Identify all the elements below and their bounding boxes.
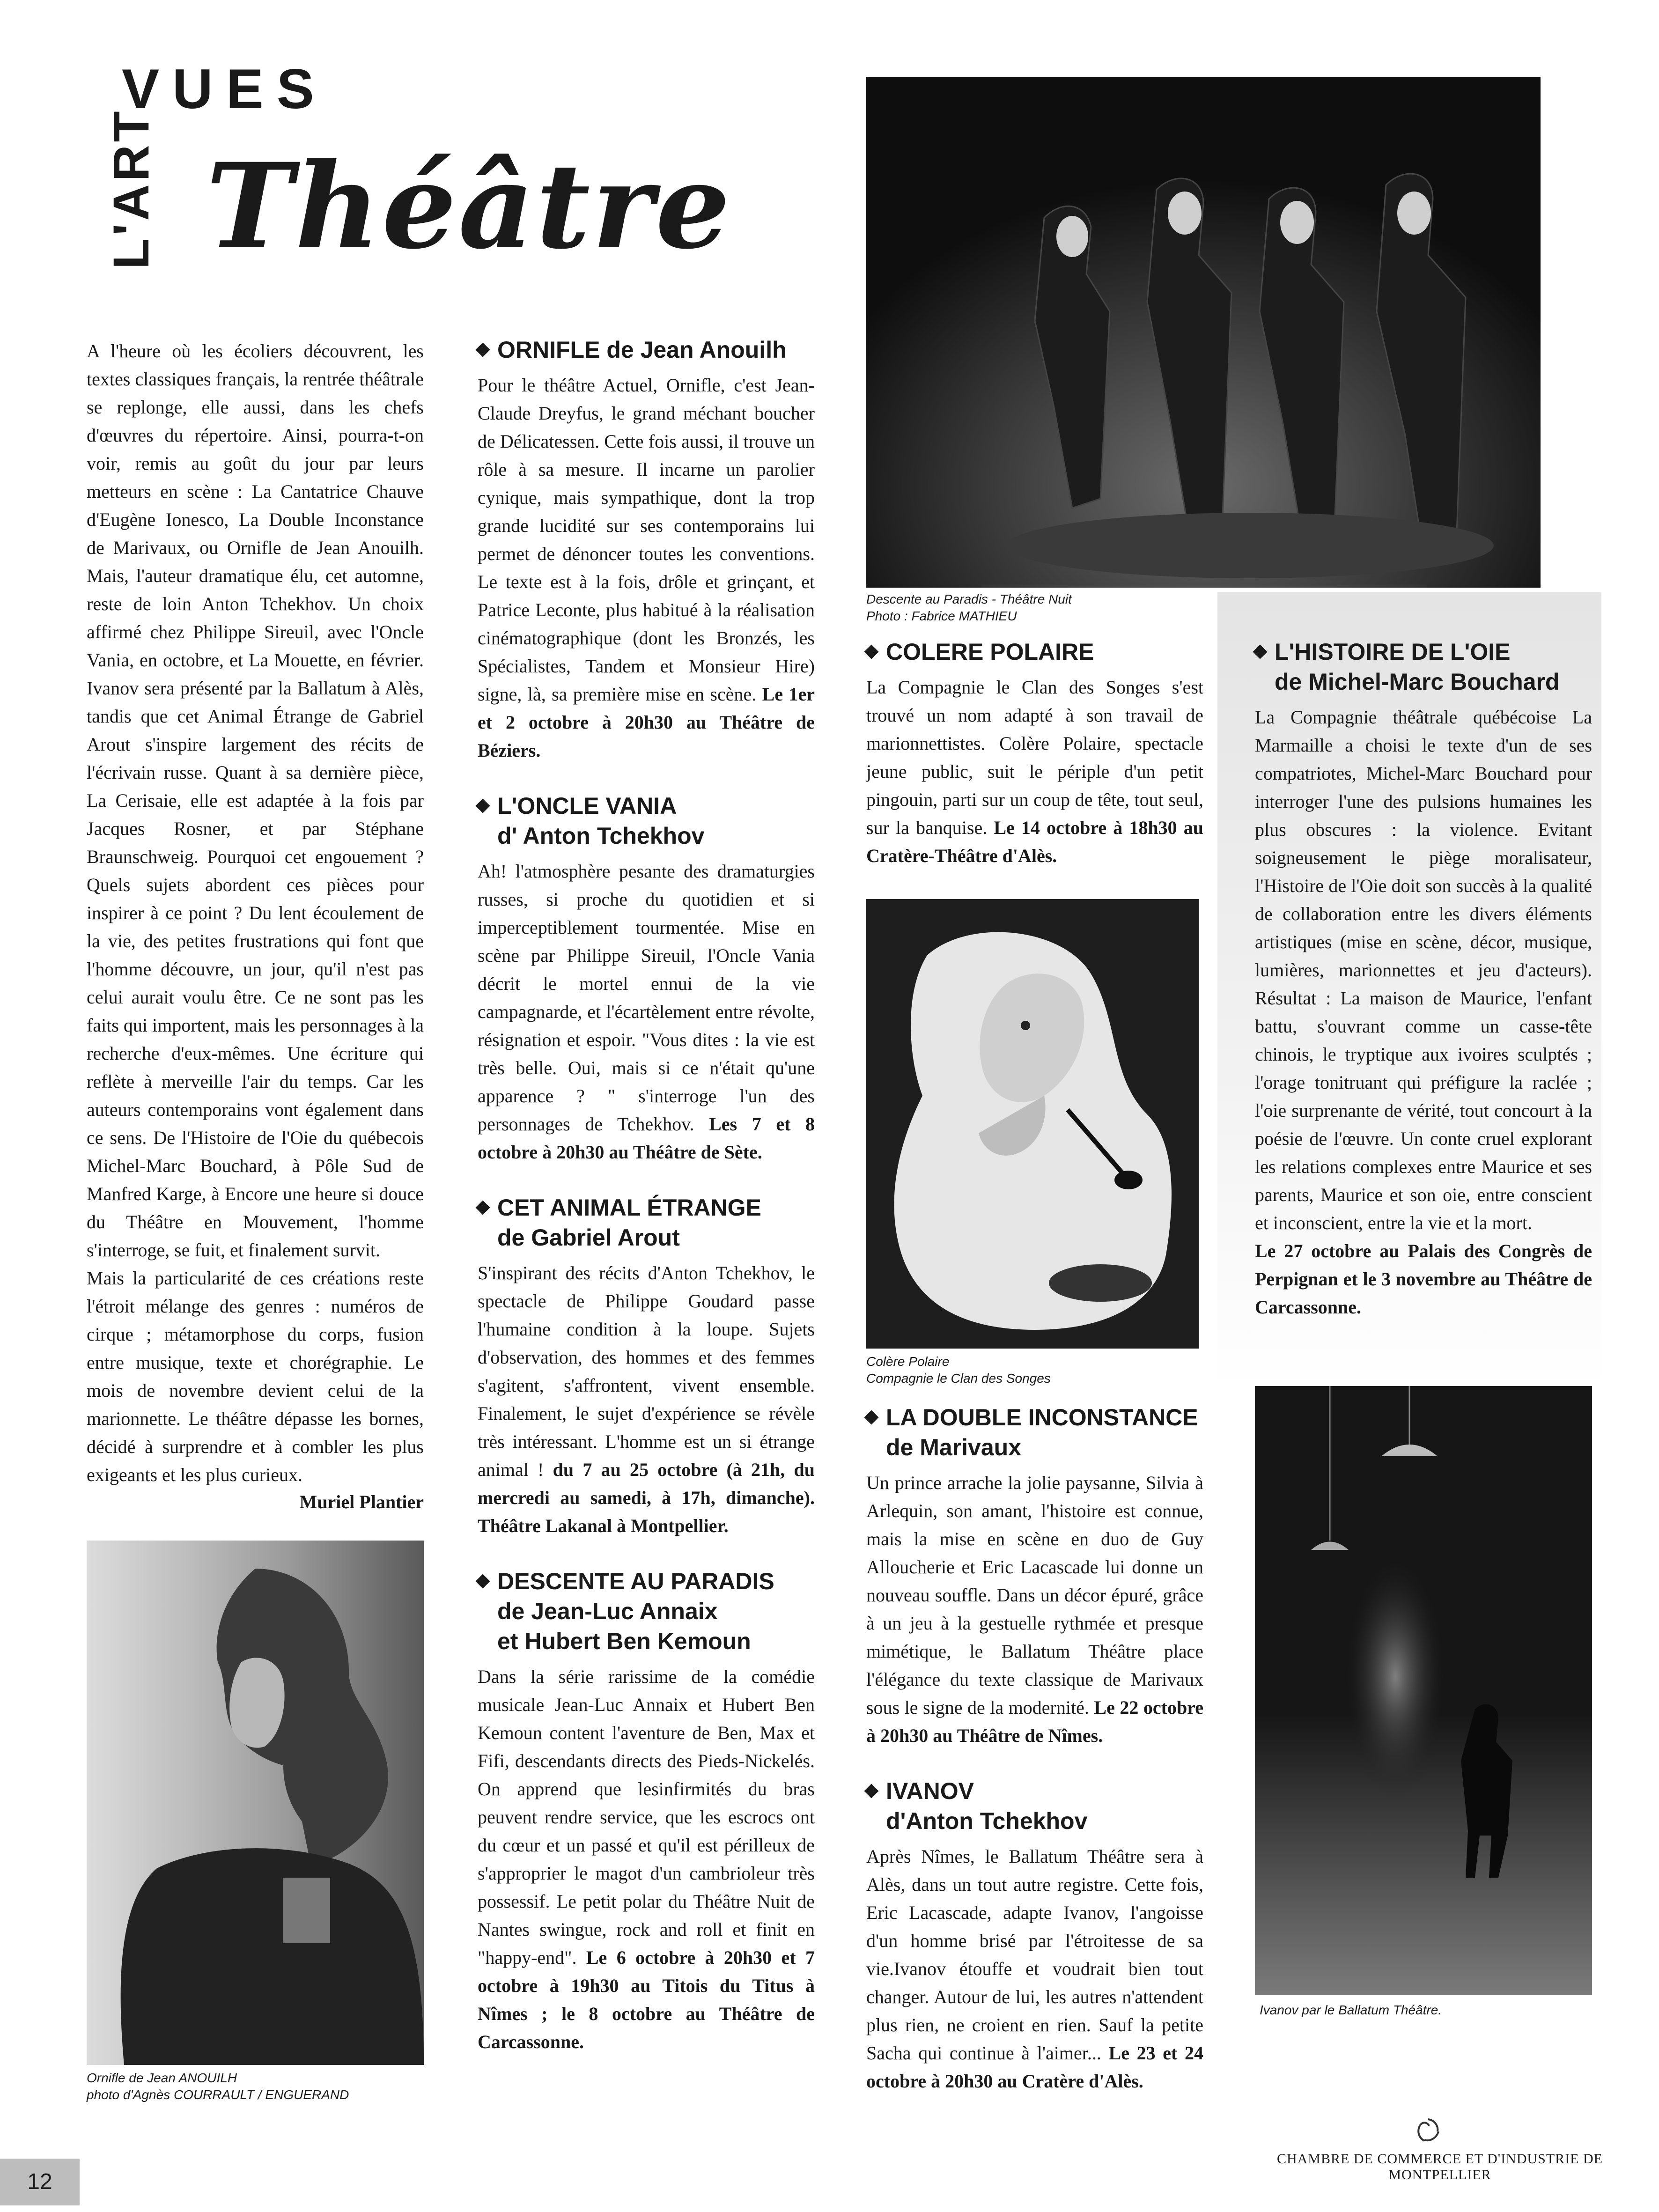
article-ivanov-title: IVANOV <box>886 1778 974 1804</box>
bullet-diamond-icon <box>475 1200 490 1215</box>
article-colere-text: La Compagnie le Clan des Songes s'est trouvé un nom adapté à son travail de marionnettistes. Colère Polaire, spectacle jeune public, suit le périple d'un petit pingouin, parti sur un coup de tête, tout seul, sur la banquise. <box>866 677 1203 838</box>
article-animal-etrange <box>478 1193 815 1540</box>
intro-column <box>87 337 424 1513</box>
column-3-lower <box>866 1402 1203 2095</box>
ivanov-caption-line-1: Ivanov par le Ballatum Théâtre. <box>1260 2003 1442 2017</box>
article-descente-dates: Le 6 octobre à 20h30 et 7 octobre à 19h30 au Titois du Titus à Nîmes ; le 8 octobre au Théâtre de Carcassonne. <box>478 1947 815 2052</box>
article-ornifle-title: ORNIFLE de Jean Anouilh <box>497 337 787 363</box>
article-oncle-dates: Les 7 et 8 octobre à 20h30 au Théâtre de Sète. <box>478 1113 815 1163</box>
intro-paragraph-1: A l'heure où les écoliers découvrent, les textes classiques français, la rentrée théâtrale se replonge, elle aussi, dans les chefs d'œuvres du répertoire. Ainsi, pourra-t-on voir, remis au goût du jour par leurs metteurs en scène : La Cantatrice Chauve d'Eugène Ionesco, La Double Inconstance de Marivaux, ou Ornifle de Jean Anouilh. Mais, l'auteur dramatique élu, cet automne, reste de loin Anton Tchekhov. Un choix affirmé chez Philippe Sireuil, avec l'Oncle Vania, en octobre, et La Mouette, en février. Ivanov sera présenté par la Ballatum à Alès, tandis que cet Animal Étrange de Gabriel Arout s'inspire largement des récits de l'écrivain russe. Quant à sa dernière pièce, La Cerisaie, elle est adaptée à la fois par Jacques Rosner, et par Stéphane Braunschweig. Pourquoi cet engouement ? Quels sujets abordent ces pièces pour inspirer à ce point ? Du lent écoulement de la vie, des petites frustrations qui font que l'homme découvre, un jour, qu'il n'est pas celui aurait voulu être. Ce ne sont pas les faits qui importent, mais les personnages à la recherche d'eux-mêmes. Une écriture qui reflète à merveille l'air du temps. Car les auteurs contemporains vont également dans ce sens. De l'Histoire de l'Oie du québecois Michel-Marc Bouchard, à Pôle Sud de Manfred Karge, à Encore une heure si douce du Théâtre en Mouvement, l'homme s'interroge, se fuit, et finalement survit. <box>87 340 424 1261</box>
page-number: 12 <box>27 2169 52 2194</box>
intro-paragraph-2: Mais la particularité de ces créations reste l'étroit mélange des genres : numéros de cirque ; métamorphose du corps, fusion entre musique, texte et chorégraphie. Le mois de novembre devient celui de la marionnette. Le théâtre dépasse les bornes, décidé à surprendre et à combler les plus exigeants et les plus curieux. <box>87 1268 424 1485</box>
masthead-vertical-label: L'ART <box>103 108 159 269</box>
article-ivanov <box>866 1776 1203 2095</box>
bullet-diamond-icon <box>475 798 490 813</box>
article-double-dates: Le 22 octobre à 20h30 au Théâtre de Nîmes. <box>866 1697 1203 1746</box>
bullet-diamond-icon <box>475 342 490 357</box>
article-ornifle <box>478 335 815 765</box>
article-oie-dates: Le 27 octobre au Palais des Congrès de Perpignan et le 3 novembre au Théâtre de Carcassonne. <box>1255 1240 1592 1318</box>
article-descente-subtitle-1: de Jean-Luc Annaix <box>497 1598 718 1624</box>
colere-photo <box>866 899 1199 1349</box>
article-oie-text: La Compagnie théâtrale québécoise La Marmaille a choisi le texte d'un de ses compatriotes, Michel-Marc Bouchard pour interroger l'une des pulsions humaines les plus obscures : la violence. Evitant soigneusement le piège moralisateur, l'Histoire de l'Oie doit son succès à la qualité de collaboration entre les divers éléments artistiques (mise en scène, décor, musique, lumières, marionnettes et jeu d'acteurs). Résultat : La maison de Maurice, l'enfant battu, s'ouvrant comme un casse-tête chinois, le tryptique aux ivoires sculptés ; l'orage tonitruant qui préfigure la raclée ; l'oie surprenante de vérité, tout concourt à la poésie de l'œuvre. Un conte cruel explorant les relations complexes entre Maurice et ses parents, Maurice et son oie, entre conscient et inconscient, entre la vie et la mort. <box>1255 707 1592 1233</box>
bullet-diamond-icon <box>475 1574 490 1588</box>
article-oncle-title: L'ONCLE VANIA <box>497 793 677 819</box>
bullet-diamond-icon <box>1253 644 1267 659</box>
column-2 <box>478 335 815 2056</box>
article-ivanov-subtitle: d'Anton Tchekhov <box>886 1808 1088 1834</box>
descente-photo <box>866 77 1541 588</box>
masthead-title: Théâtre <box>206 137 732 275</box>
colere-photo-illustration <box>866 899 1199 1349</box>
colere-caption-line-2: Compagnie le Clan des Songes <box>866 1371 1051 1386</box>
descente-photo-illustration <box>866 77 1541 588</box>
ivanov-photo-illustration <box>1255 1386 1592 1995</box>
ivanov-photo <box>1255 1386 1592 1995</box>
article-oie-title: L'HISTOIRE DE L'OIE <box>1275 639 1511 665</box>
ornifle-caption <box>87 2070 442 2103</box>
ornifle-photo-illustration <box>87 1541 424 2065</box>
article-descente-text: Dans la série rarissime de la comédie musicale Jean-Luc Annaix et Hubert Ben Kemoun content l'aventure de Ben, Max et Fifi, descendants directs des Pieds-Nickelés. On apprend que lesinfirmités du bras peuvent rendre service, que les escrocs ont du cœur et un passé et qu'il est périlleux de s'approprier le magot d'un cambrioleur très possessif. Le petit polar du Théâtre Nuit de Nantes swingue, rock and roll et finit en "happy-end". <box>478 1666 815 1968</box>
descente-caption <box>866 591 1222 625</box>
article-descente-subtitle-2: et Hubert Ben Kemoun <box>497 1628 751 1654</box>
article-double-text: Un prince arrache la jolie paysanne, Silvia à Arlequin, son amant, l'histoire est connue, mais la mise en scène en duo de Guy Alloucherie et Eric Lacascade lui donne un nouveau souffle. Dans un décor épuré, grâce à un jeu à la gestuelle rythmée et presque mimétique, le Ballatum Théâtre place l'élégance du texte classique de Marivaux sous le signe de la modernité. <box>866 1472 1203 1718</box>
author-signature: Muriel Plantier <box>299 1491 424 1512</box>
article-animal-dates: du 7 au 25 octobre (à 21h, du mercredi au samedi, à 17h, dimanche). Théâtre Lakanal à Montpellier. <box>478 1459 815 1536</box>
article-oie-subtitle: de Michel-Marc Bouchard <box>1275 669 1560 695</box>
descente-caption-line-2: Photo : Fabrice MATHIEU <box>866 609 1017 623</box>
column-4 <box>1255 637 1592 1321</box>
spiral-logo-icon <box>1414 2116 1442 2145</box>
article-double-inconstance <box>866 1402 1203 1750</box>
colere-caption <box>866 1353 1222 1387</box>
descente-caption-line-1: Descente au Paradis - Théâtre Nuit <box>866 592 1072 606</box>
article-oncle-vania <box>478 791 815 1166</box>
article-ivanov-dates: Le 23 et 24 octobre à 20h30 au Cratère d'Alès. <box>866 2042 1204 2092</box>
bullet-diamond-icon <box>864 644 878 659</box>
bullet-diamond-icon <box>864 1784 878 1798</box>
article-colere <box>866 637 1203 870</box>
article-animal-subtitle: de Gabriel Arout <box>497 1224 680 1251</box>
article-animal-text: S'inspirant des récits d'Anton Tchekhov, le spectacle de Philippe Goudard passe l'humaine condition à la loupe. Sujets d'observation, des hommes et des femmes s'agitent, s'affrontent, vivent ensemble. Finalement, le sujet d'expérience se révèle très intéressant. L'homme est un si étrange animal ! <box>478 1262 815 1480</box>
ornifle-caption-line-2: photo d'Agnès COURRAULT / ENGUERAND <box>87 2087 349 2102</box>
masthead-top-label: VUES <box>122 58 327 120</box>
colere-caption-line-1: Colère Polaire <box>866 1354 950 1369</box>
article-descente <box>478 1566 815 2056</box>
article-ivanov-text: Après Nîmes, le Ballatum Théâtre sera à Alès, dans un tout autre registre. Cette fois, Eric Lacascade, adapte Ivanov, l'angoisse d'un homme brisé par l'étroitesse de sa vie.Ivanov étouffe et voudrait bien tout changer. Autour de lui, les autres n'attendent plus rien, ne croient en rien. Sauf la petite Sacha qui continue à l'aimer... <box>866 1846 1203 2064</box>
bullet-diamond-icon <box>864 1410 878 1424</box>
article-histoire-oie <box>1255 637 1592 1321</box>
article-ornifle-dates: Le 1er et 2 octobre à 20h30 au Théâtre de Béziers. <box>478 684 815 761</box>
article-oncle-subtitle: d' Anton Tchekhov <box>497 823 705 849</box>
masthead <box>80 56 732 318</box>
page-number-box <box>0 2159 80 2205</box>
ornifle-caption-line-1: Ornifle de Jean ANOUILH <box>87 2071 237 2085</box>
article-ornifle-text: Pour le théâtre Actuel, Ornifle, c'est Jean-Claude Dreyfus, le grand méchant boucher de Délicatessen. Cette fois aussi, il trouve un rôle à sa mesure. Il incarne un parolier cynique, mais sympathique, dont la trop grande lucidité sur ses contemporains lui permet de dénoncer toutes les conventions. Le texte est à la fois, drôle et grinçant, et Patrice Leconte, plus habitué à la réalisation cinématographique (dont les Bronzés, les Spécialistes, Tandem et Monsieur Hire) signe, là, sa première mise en scène. <box>478 375 815 705</box>
publisher-logo-icon <box>1414 2116 1442 2145</box>
article-animal-title: CET ANIMAL ÉTRANGE <box>497 1194 761 1221</box>
column-3 <box>866 637 1203 870</box>
article-colere-title: COLERE POLAIRE <box>886 639 1094 665</box>
article-oncle-text: Ah! l'atmosphère pesante des dramaturgies russes, si proche du quotidien et si imperceptiblement tourmentée. Mise en scène par Philippe Sireuil, l'Oncle Vania décrit le mortel ennui de la vie campagnarde, et l'écartèlement entre révolte, résignation et espoir. "Vous dites : la vie est très belle. Oui, mais si ce n'était qu'une apparence ? " s'interroge l'un des personnages de Tchekhov. <box>478 861 815 1135</box>
article-double-subtitle: de Marivaux <box>886 1434 1022 1460</box>
publisher-name: CHAMBRE DE COMMERCE ET D'INDUSTRIE DE MONTPELLIER <box>1276 2151 1603 2183</box>
article-colere-dates: Le 14 octobre à 18h30 au Cratère-Théâtre d'Alès. <box>866 817 1204 866</box>
article-descente-title: DESCENTE AU PARADIS <box>497 1568 774 1594</box>
article-double-title: LA DOUBLE INCONSTANCE <box>886 1404 1198 1430</box>
ornifle-photo <box>87 1541 424 2065</box>
ivanov-caption <box>1260 2002 1597 2019</box>
